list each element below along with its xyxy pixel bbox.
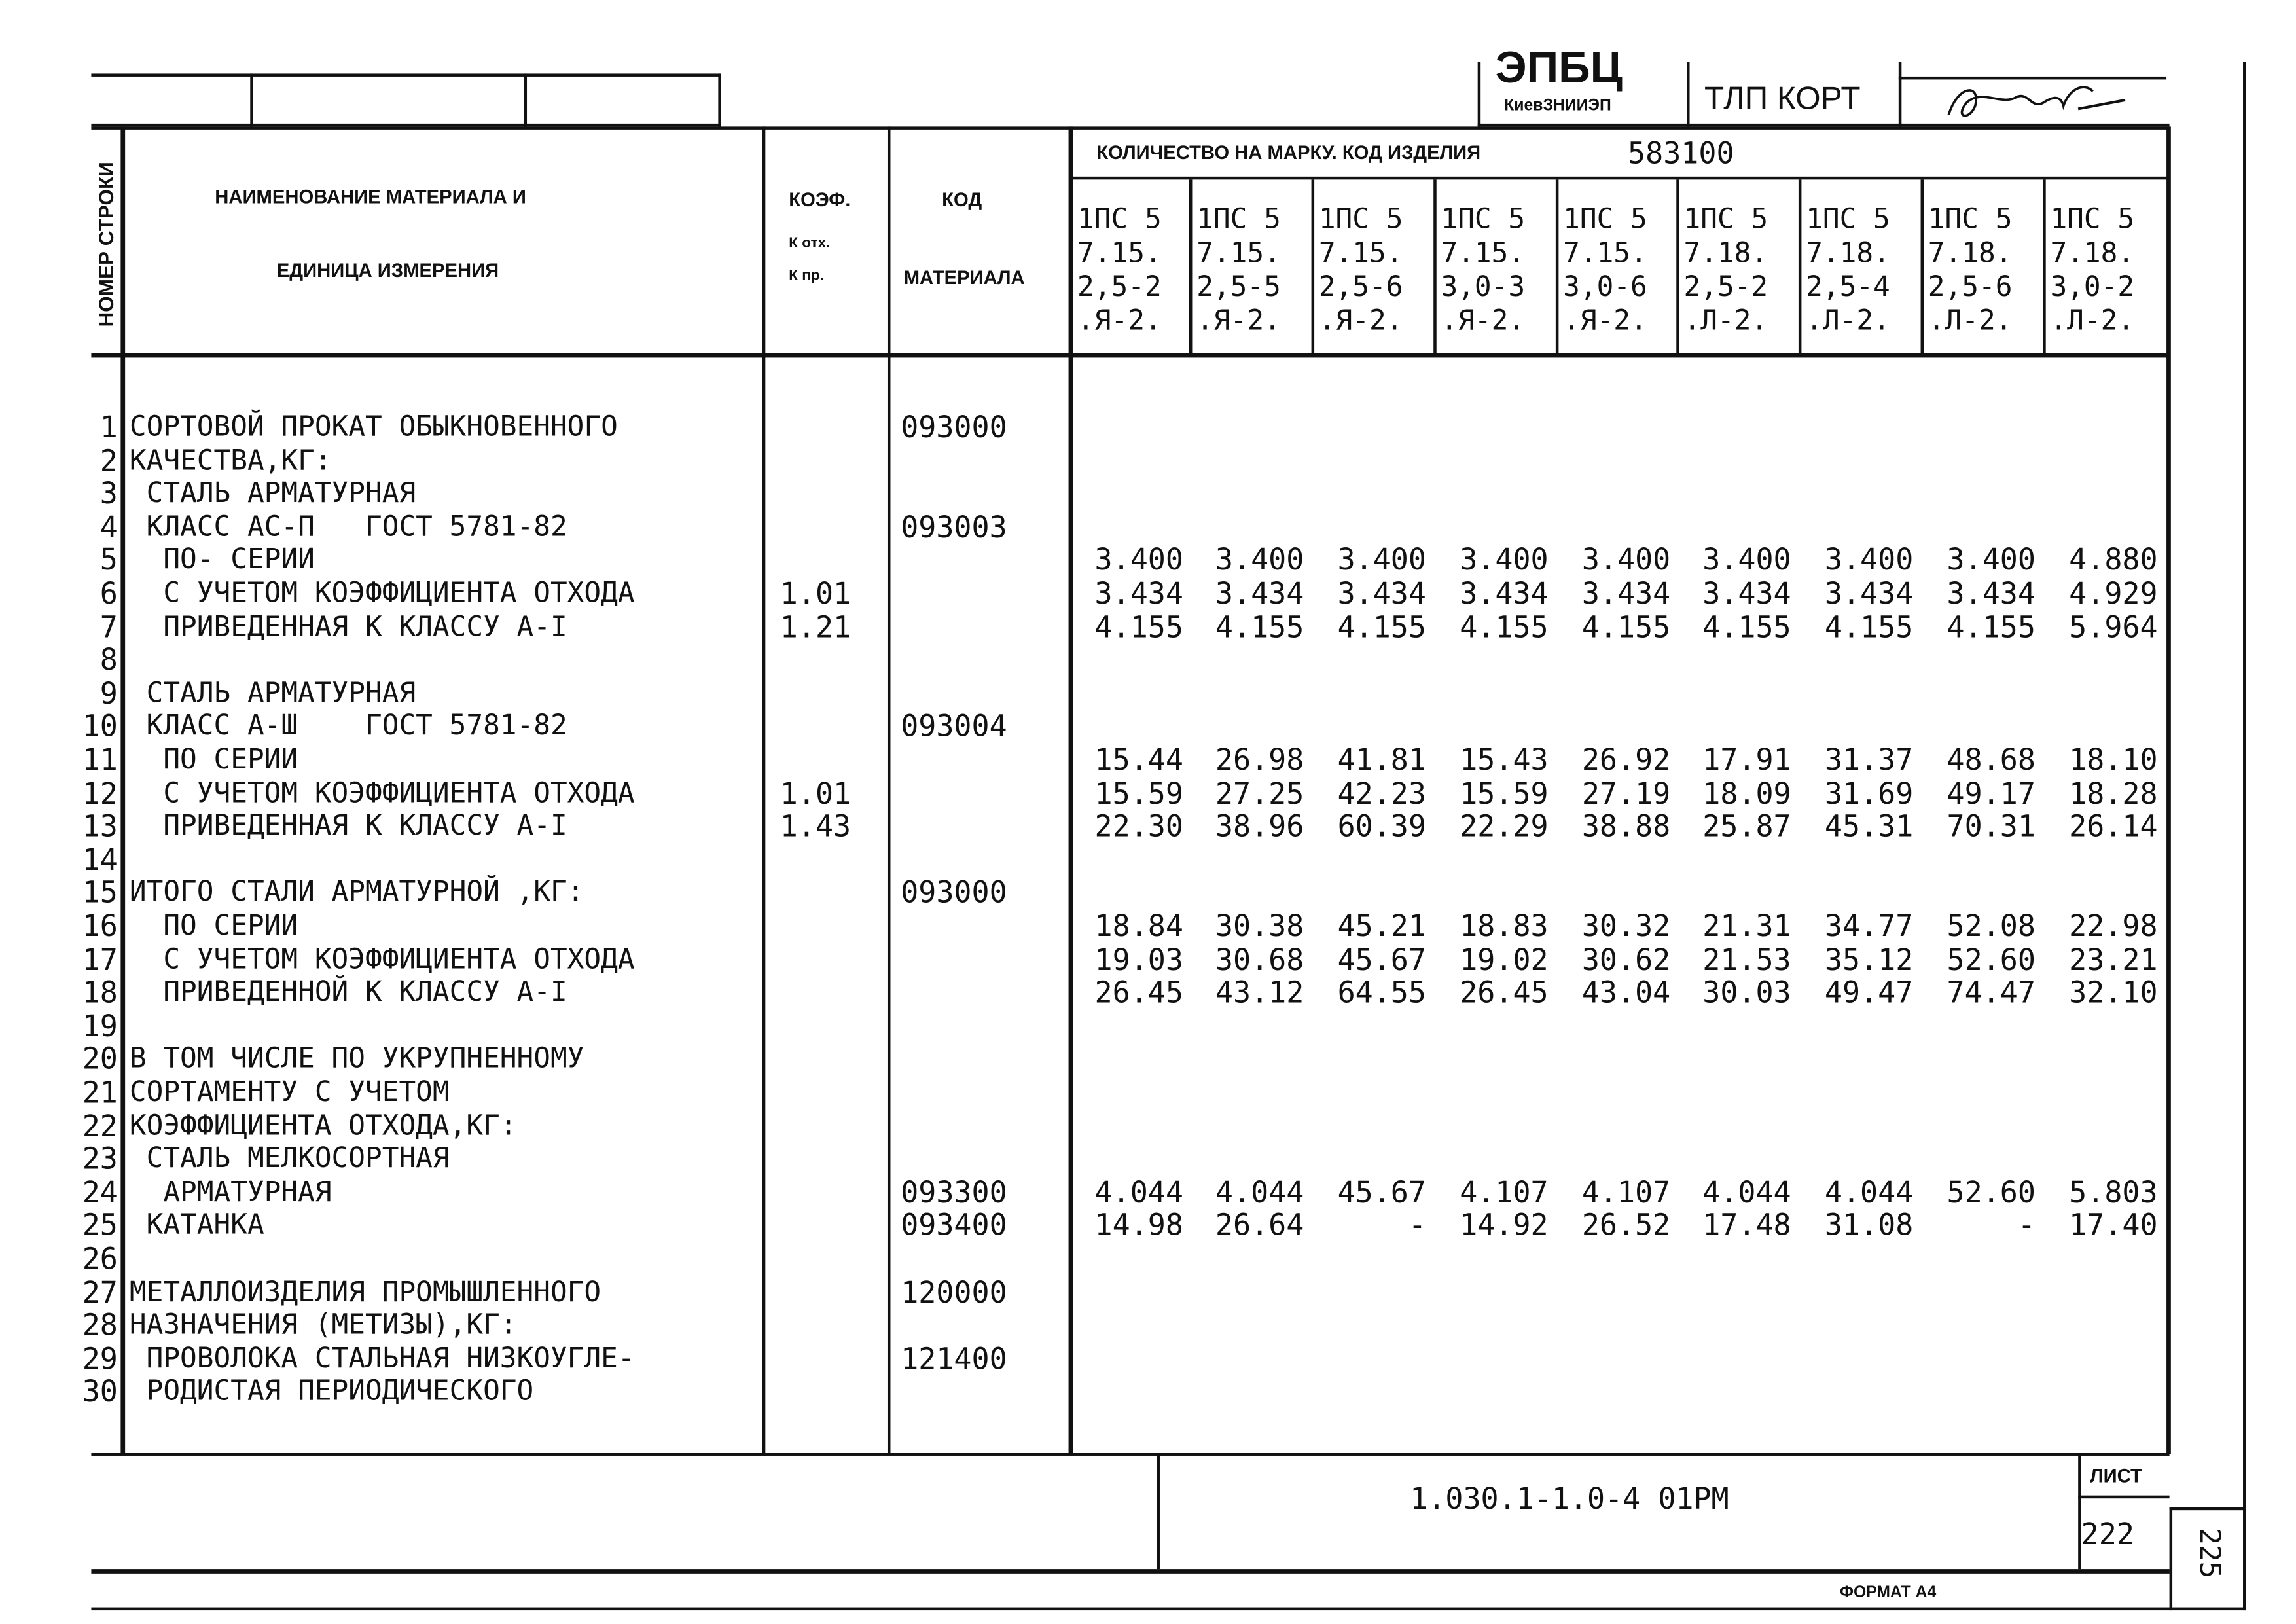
mark-line: 2,5-6 [1318, 270, 1403, 304]
mark-line: 7.15. [1563, 237, 1647, 270]
mark-header-5 [1558, 203, 1677, 338]
mark-header-4 [1437, 203, 1556, 338]
code-header-2: МАТЕРИАЛА [903, 266, 1025, 289]
quantity-cell: 4.107 [1581, 1174, 1671, 1210]
quantity-cell: 23.21 [2069, 941, 2158, 977]
mark-header-2 [1192, 203, 1311, 338]
quantity-cell: 4.155 [1215, 609, 1304, 645]
material-name: СОРТАМЕНТУ С УЧЕТОМ [129, 1075, 450, 1109]
quantity-cell: 49.47 [1824, 975, 1914, 1011]
mark-line: .Я-2. [1318, 304, 1403, 337]
product-code: 583100 [1628, 135, 1734, 171]
material-code: 121400 [901, 1341, 1007, 1377]
quantity-cell: 3.434 [1215, 575, 1304, 611]
quantity-cell: 3.400 [1460, 542, 1549, 578]
quantity-cell: 26.14 [2069, 808, 2158, 844]
material-code: 093400 [901, 1207, 1007, 1243]
footer-frame-line [2170, 1507, 2246, 1510]
quantity-cell: 3.434 [1094, 575, 1183, 611]
code-header-1: КОД [942, 188, 982, 211]
mark-line: 1ПС 5 [1563, 203, 1647, 236]
quantity-cell: 26.52 [1581, 1207, 1671, 1243]
material-name: ПО- СЕРИИ [129, 543, 315, 577]
material-name: ПРИВЕДЕННОЙ К КЛАССУ А-I [129, 976, 567, 1009]
material-name-header-2: ЕДИНИЦА ИЗМЕРЕНИЯ [276, 259, 499, 281]
material-name: СТАЛЬ АРМАТУРНАЯ [129, 676, 416, 710]
quantity-cell: 4.155 [1946, 609, 2036, 645]
quantity-cell: 31.08 [1824, 1207, 1914, 1243]
quantity-cell: 22.98 [2069, 908, 2158, 944]
right-margin-line [2243, 62, 2246, 1610]
top-box-divider [250, 73, 253, 126]
table-border-bottom [91, 1453, 2169, 1455]
sheet-number: 222 [2081, 1516, 2134, 1552]
material-code: 093004 [901, 708, 1007, 744]
quantity-cell: 17.48 [1702, 1207, 1791, 1243]
mark-line: 2,5-2 [1077, 270, 1162, 304]
koef-value: 1.21 [780, 609, 852, 645]
quantity-cell: 4.155 [1094, 609, 1183, 645]
row-number: 2 [99, 442, 118, 478]
quantity-cell: 52.60 [1946, 941, 2036, 977]
material-name: НАЗНАЧЕНИЯ (МЕТИЗЫ),КГ: [129, 1308, 517, 1341]
quantity-cell: 15.59 [1094, 775, 1183, 811]
quantity-cell: 26.98 [1215, 742, 1304, 778]
quantity-cell: 45.31 [1824, 808, 1914, 844]
quantity-header-line [1070, 177, 2168, 179]
mark-line: .Я-2. [1563, 304, 1647, 337]
row-number: 6 [99, 575, 118, 611]
mark-header-3 [1314, 203, 1433, 338]
material-name: РОДИСТАЯ ПЕРИОДИЧЕСКОГО [129, 1375, 534, 1408]
row-number: 18 [82, 975, 118, 1011]
stamp-border [1899, 62, 1901, 126]
quantity-cell: 43.04 [1581, 975, 1671, 1011]
quantity-header: КОЛИЧЕСТВО НА МАРКУ. КОД ИЗДЕЛИЯ [1096, 141, 1481, 164]
quantity-cell: 30.32 [1581, 908, 1671, 944]
row-number: 21 [82, 1074, 118, 1110]
quantity-cell: 26.64 [1215, 1207, 1304, 1243]
mark-line: .Л-2. [1928, 304, 2013, 337]
quantity-cell: 3.434 [1460, 575, 1549, 611]
material-name: ПРИВЕДЕННАЯ К КЛАССУ А-I [129, 610, 567, 643]
mark-line: 7.15. [1077, 237, 1162, 270]
quantity-cell: 45.67 [1337, 941, 1426, 977]
quantity-cell: 45.67 [1337, 1174, 1426, 1210]
koef-value: 1.01 [780, 575, 852, 611]
quantity-cell: 27.19 [1581, 775, 1671, 811]
quantity-cell: 3.434 [1702, 575, 1791, 611]
material-name: С УЧЕТОМ КОЭФФИЦИЕНТА ОТХОДА [129, 577, 635, 609]
top-box-divider [524, 73, 527, 126]
quantity-cell: 70.31 [1946, 808, 2036, 844]
material-name: СОРТОВОЙ ПРОКАТ ОБЫКНОВЕННОГО [129, 410, 618, 443]
quantity-cell: 30.03 [1702, 975, 1791, 1011]
row-number: 1 [99, 409, 118, 445]
sheet-label: ЛИСТ [2090, 1464, 2142, 1487]
top-left-line [91, 73, 721, 76]
stamp-org-big: ЭПБЦ [1495, 44, 1623, 93]
footer-sheet-divider [2078, 1454, 2081, 1569]
quantity-cell: 3.400 [1824, 542, 1914, 578]
stamp-border [1687, 62, 1689, 126]
table-border-left [120, 126, 125, 1454]
quantity-cell: 4.155 [1581, 609, 1671, 645]
mark-line: .Л-2. [1806, 304, 1890, 337]
mark-line: 1ПС 5 [1683, 203, 1768, 236]
mark-line: 1ПС 5 [1077, 203, 1162, 236]
row-number: 7 [99, 609, 118, 645]
quantity-cell: 17.40 [2069, 1207, 2158, 1243]
material-name: КАТАНКА [129, 1209, 264, 1242]
quantity-cell: 4.107 [1460, 1174, 1549, 1210]
mark-header-1 [1073, 203, 1192, 338]
signature-icon [1937, 77, 2128, 126]
material-name: ПРОВОЛОКА СТАЛЬНАЯ НИЗКОУГЛЕ- [129, 1342, 635, 1375]
row-number: 9 [99, 675, 118, 711]
table-border-right [2166, 126, 2171, 1454]
quantity-cell: 4.880 [2069, 542, 2158, 578]
quantity-cell: 52.08 [1946, 908, 2036, 944]
quantity-cell: 25.87 [1702, 808, 1791, 844]
mark-line: 1ПС 5 [1318, 203, 1403, 236]
row-number: 20 [82, 1041, 118, 1077]
quantity-cell: 3.434 [1581, 575, 1671, 611]
quantity-cell: 22.30 [1094, 808, 1183, 844]
material-code: 093000 [901, 875, 1007, 911]
quantity-cell: 18.10 [2069, 742, 2158, 778]
koef-header-2: К отх. [789, 235, 831, 252]
quantity-cell: - [1408, 1207, 1426, 1243]
footer-sheet-line [2078, 1496, 2169, 1498]
mark-header-9 [2046, 203, 2165, 338]
quantity-cell: 3.400 [1094, 542, 1183, 578]
col-divider-code [888, 126, 890, 1454]
row-number: 24 [82, 1174, 118, 1210]
mark-line: 2,5-6 [1928, 270, 2013, 304]
quantity-cell: 18.28 [2069, 775, 2158, 811]
quantity-cell: 3.434 [1946, 575, 2036, 611]
mark-line: 1ПС 5 [1806, 203, 1890, 236]
mark-line: 1ПС 5 [1441, 203, 1526, 236]
quantity-cell: 18.84 [1094, 908, 1183, 944]
mark-line: 1ПС 5 [2050, 203, 2135, 236]
row-number-header: НОМЕР СТРОКИ [94, 162, 118, 327]
quantity-cell: 3.434 [1337, 575, 1426, 611]
quantity-cell: 64.55 [1337, 975, 1426, 1011]
top-box-divider [718, 73, 721, 126]
quantity-cell: 32.10 [2069, 975, 2158, 1011]
material-code: 093003 [901, 509, 1007, 545]
row-number: 30 [82, 1373, 118, 1409]
quantity-cell: 22.29 [1460, 808, 1549, 844]
koef-value: 1.01 [780, 775, 852, 811]
row-number: 19 [82, 1007, 118, 1043]
mark-line: .Я-2. [1441, 304, 1526, 337]
mark-line: 2,5-5 [1196, 270, 1281, 304]
material-name: ИТОГО СТАЛИ АРМАТУРНОЙ ,КГ: [129, 876, 584, 909]
row-number: 3 [99, 475, 118, 511]
row-number: 14 [82, 841, 118, 877]
row-number: 12 [82, 775, 118, 811]
material-name: КАЧЕСТВА,КГ: [129, 444, 332, 477]
quantity-cell: 45.21 [1337, 908, 1426, 944]
mark-line: 1ПС 5 [1196, 203, 1281, 236]
koef-header-1: КОЭФ. [789, 188, 851, 211]
quantity-cell: 3.400 [1702, 542, 1791, 578]
quantity-cell: 4.155 [1337, 609, 1426, 645]
footer-left-divider [1157, 1454, 1159, 1569]
quantity-cell: 31.69 [1824, 775, 1914, 811]
quantity-cell: 3.434 [1824, 575, 1914, 611]
quantity-cell: 42.23 [1337, 775, 1426, 811]
material-name: КЛАСС А-Ш ГОСТ 5781-82 [129, 710, 567, 743]
quantity-cell: 14.98 [1094, 1207, 1183, 1243]
row-number: 8 [99, 641, 118, 677]
quantity-cell: 19.03 [1094, 941, 1183, 977]
row-number: 27 [82, 1274, 118, 1310]
material-name-header-1: НАИМЕНОВАНИЕ МАТЕРИАЛА И [215, 185, 526, 208]
mark-line: 3,0-6 [1563, 270, 1647, 304]
material-name: ПО СЕРИИ [129, 743, 298, 776]
mark-line: 2,5-2 [1683, 270, 1768, 304]
row-number: 23 [82, 1141, 118, 1177]
material-name: МЕТАЛЛОИЗДЕЛИЯ ПРОМЫШЛЕННОГО [129, 1275, 601, 1308]
quantity-cell: 4.155 [1460, 609, 1549, 645]
quantity-cell: 4.044 [1824, 1174, 1914, 1210]
mark-line: 1ПС 5 [1928, 203, 2013, 236]
mark-line: 2,5-4 [1806, 270, 1890, 304]
quantity-cell: 14.92 [1460, 1207, 1549, 1243]
mark-line: 7.15. [1441, 237, 1526, 270]
quantity-cell: 30.62 [1581, 941, 1671, 977]
mark-line: 7.15. [1318, 237, 1403, 270]
quantity-cell: 30.68 [1215, 941, 1304, 977]
mark-line: .Я-2. [1077, 304, 1162, 337]
col-divider-koef [762, 126, 765, 1454]
stamp-tlp: ТЛП КОРТ [1704, 79, 1861, 117]
quantity-cell: 74.47 [1946, 975, 2036, 1011]
quantity-cell: 21.53 [1702, 941, 1791, 977]
material-name: ПО СЕРИИ [129, 909, 298, 943]
quantity-cell: 3.400 [1946, 542, 2036, 578]
row-number: 5 [99, 542, 118, 578]
material-name: КЛАСС АС-П ГОСТ 5781-82 [129, 510, 567, 543]
header-bottom-line [91, 353, 2169, 358]
material-name: СТАЛЬ АРМАТУРНАЯ [129, 477, 416, 510]
row-number: 15 [82, 875, 118, 911]
quantity-cell: 60.39 [1337, 808, 1426, 844]
row-number: 11 [82, 742, 118, 778]
quantity-cell: 4.044 [1702, 1174, 1791, 1210]
format-label: ФОРМАТ А4 [1839, 1583, 1937, 1602]
stamp-border [1478, 62, 1480, 126]
material-code: 120000 [901, 1274, 1007, 1310]
mark-header-7 [1801, 203, 1920, 338]
quantity-cell: 52.60 [1946, 1174, 2036, 1210]
quantity-cell: 35.12 [1824, 941, 1914, 977]
mark-line: .Л-2. [2050, 304, 2135, 337]
quantity-cell: 26.45 [1094, 975, 1183, 1011]
material-code: 093300 [901, 1174, 1007, 1210]
material-name: С УЧЕТОМ КОЭФФИЦИЕНТА ОТХОДА [129, 943, 635, 975]
quantity-cell: 4.155 [1702, 609, 1791, 645]
mark-line: 7.18. [2050, 237, 2135, 270]
material-name: КОЭФФИЦИЕНТА ОТХОДА,КГ: [129, 1109, 517, 1142]
mark-line: 7.18. [1928, 237, 2013, 270]
table-border-top [91, 126, 2169, 129]
quantity-cell: - [2017, 1207, 2036, 1243]
quantity-cell: 49.17 [1946, 775, 2036, 811]
quantity-cell: 27.25 [1215, 775, 1304, 811]
mark-line: 7.15. [1196, 237, 1281, 270]
quantity-cell: 26.45 [1460, 975, 1549, 1011]
row-number: 13 [82, 808, 118, 844]
material-name: С УЧЕТОМ КОЭФФИЦИЕНТА ОТХОДА [129, 776, 635, 809]
quantity-cell: 4.155 [1824, 609, 1914, 645]
quantity-cell: 18.83 [1460, 908, 1549, 944]
quantity-cell: 3.400 [1581, 542, 1671, 578]
quantity-cell: 41.81 [1337, 742, 1426, 778]
quantity-cell: 43.12 [1215, 975, 1304, 1011]
mark-header-6 [1679, 203, 1799, 338]
koef-header-3: К пр. [789, 268, 824, 284]
footer-frame-line [2170, 1507, 2172, 1610]
quantity-cell: 34.77 [1824, 908, 1914, 944]
quantity-cell: 4.044 [1215, 1174, 1304, 1210]
row-number: 16 [82, 908, 118, 944]
quantity-cell: 15.43 [1460, 742, 1549, 778]
quantity-cell: 3.400 [1337, 542, 1426, 578]
koef-value: 1.43 [780, 808, 852, 844]
footer-bottom-line [91, 1569, 2169, 1574]
quantity-cell: 30.38 [1215, 908, 1304, 944]
mark-line: .Я-2. [1196, 304, 1281, 337]
quantity-cell: 4.044 [1094, 1174, 1183, 1210]
quantity-cell: 17.91 [1702, 742, 1791, 778]
mark-line: 7.18. [1806, 237, 1890, 270]
material-code: 093000 [901, 409, 1007, 445]
quantity-cell: 15.59 [1460, 775, 1549, 811]
mark-line: .Л-2. [1683, 304, 1768, 337]
row-number: 25 [82, 1207, 118, 1243]
quantity-cell: 3.400 [1215, 542, 1304, 578]
row-number: 4 [99, 509, 118, 545]
quantity-cell: 38.96 [1215, 808, 1304, 844]
material-name: ПРИВЕДЕННАЯ К КЛАССУ А-I [129, 810, 567, 842]
page-number: 225 [2193, 1528, 2226, 1579]
row-number: 17 [82, 941, 118, 977]
material-name: АРМАТУРНАЯ [129, 1176, 332, 1208]
row-number: 10 [82, 708, 118, 744]
quantity-cell: 31.37 [1824, 742, 1914, 778]
quantity-cell: 21.31 [1702, 908, 1791, 944]
row-number: 26 [82, 1240, 118, 1276]
quantity-cell: 18.09 [1702, 775, 1791, 811]
mark-line: 3,0-2 [2050, 270, 2135, 304]
page-bottom-line [91, 1608, 2246, 1610]
document-code: 1.030.1-1.0-4 01PM [1410, 1481, 1729, 1517]
quantity-cell: 26.92 [1581, 742, 1671, 778]
mark-line: 7.18. [1683, 237, 1768, 270]
quantity-cell: 19.02 [1460, 941, 1549, 977]
quantity-cell: 5.803 [2069, 1174, 2158, 1210]
quantity-cell: 5.964 [2069, 609, 2158, 645]
material-name: СТАЛЬ МЕЛКОСОРТНАЯ [129, 1142, 450, 1175]
mark-header-8 [1924, 203, 2043, 338]
quantity-cell: 4.929 [2069, 575, 2158, 611]
material-name: В ТОМ ЧИСЛЕ ПО УКРУПНЕННОМУ [129, 1042, 584, 1075]
quantity-cell: 38.88 [1581, 808, 1671, 844]
quantity-cell: 15.44 [1094, 742, 1183, 778]
row-number: 22 [82, 1108, 118, 1144]
row-number: 28 [82, 1307, 118, 1343]
mark-line: 3,0-3 [1441, 270, 1526, 304]
quantity-cell: 48.68 [1946, 742, 2036, 778]
row-number: 29 [82, 1341, 118, 1377]
stamp-org-small: КиевЗНИИЭП [1504, 97, 1611, 115]
